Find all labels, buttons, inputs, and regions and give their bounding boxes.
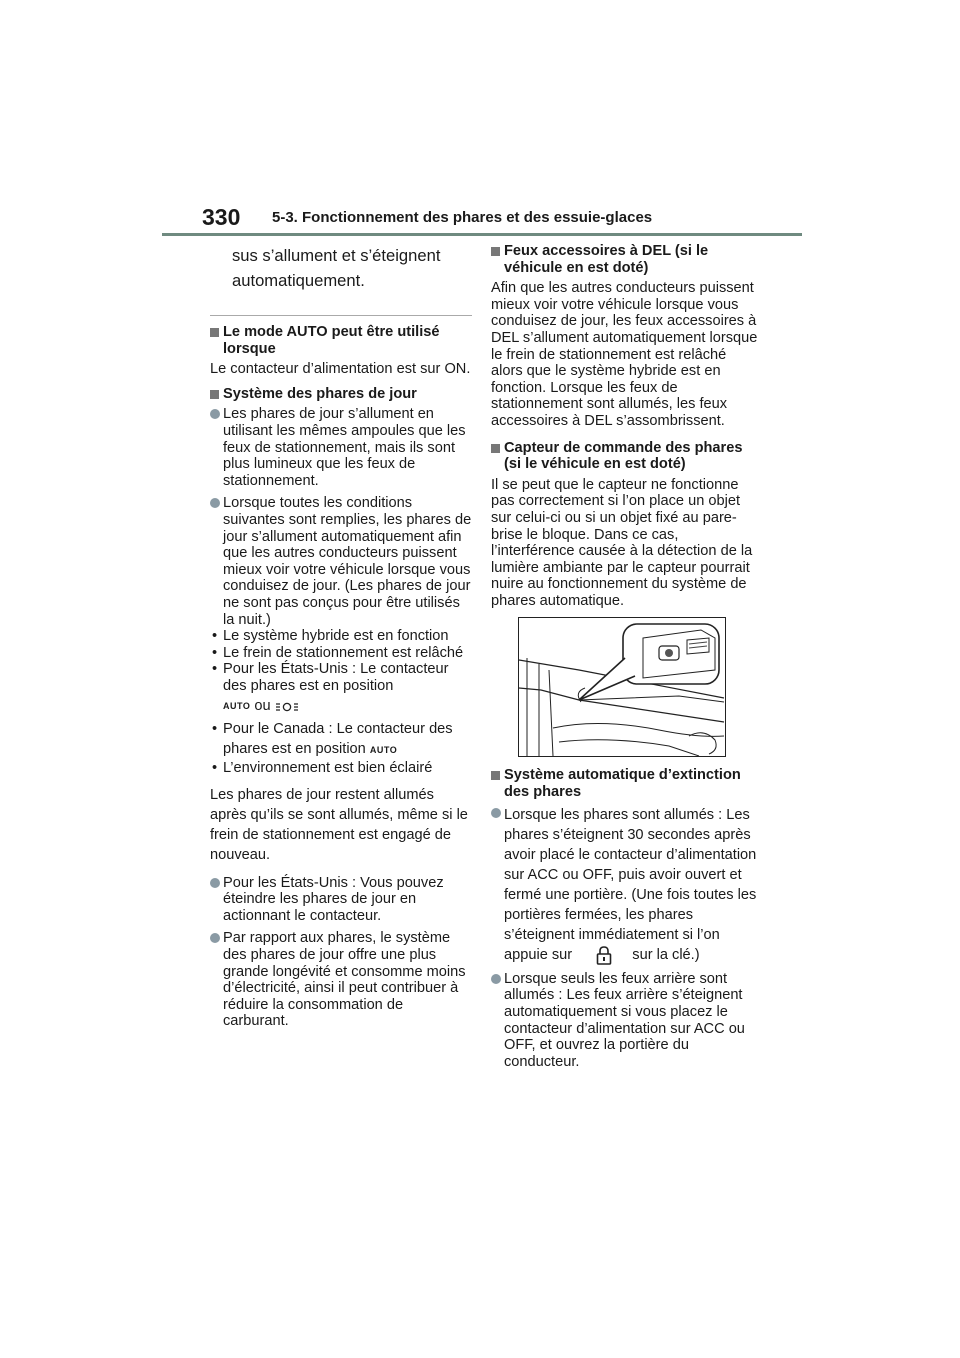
paragraph-auto-mode: Le contacteur d’alimentation est sur ON.: [210, 361, 471, 378]
dashboard-sensor-drawing: [519, 618, 725, 756]
switch-position-icons: [210, 698, 472, 715]
chapter-title: 5-3. Fonctionnement des phares et des essuie-glaces: [272, 209, 653, 226]
bullet-drl-bulbs: Les phares de jour s’allument en utilisant les mêmes ampoules que les feux de stationnement, mais ils sont plus lumineux que les feux de stationnement.: [210, 406, 472, 489]
paragraph-led-accessory: Afin que les autres conducteurs puissent mieux voir votre véhicule lorsque vous conduisez de jour, les feux accessoires à DEL s’allument automatiquement lorsque le frein de stationnement est relâché alors que le système hybride est en fonction. Lorsque les feux de stationnement sont allumés, les feux accessoires à DEL s’assombrissent.: [491, 280, 758, 429]
bullet-drl-conditions: Lorsque toutes les conditions suivantes sont remplies, les phares de jour s’allument automatiquement afin que les autres conducteurs puissent mieux voir votre véhicule lorsque vous conduisez de jour. (Les phares de jour ne sont pas conçus pour être utilisés la nuit.): [210, 495, 472, 628]
condition-daylight: • L’environnement est bien éclairé: [210, 760, 472, 777]
heading-auto-off: Système automatique d’extinction des phares: [491, 767, 759, 800]
condition-parking-brake: • Le frein de stationnement est relâché: [210, 645, 472, 662]
condition-canada-switch: [210, 719, 472, 760]
left-column: [210, 243, 472, 1036]
drl-lamp-icon: [275, 701, 299, 713]
paragraph-light-sensor: Il se peut que le capteur ne fonctionne pas correctement si l’on place un objet sur celui-ci ou si un objet fixé au pare-brise le bloque. Dans ce cas, l’interférence causée à la détection de la lumière ambiante par le capteur pourrait nuire au fonctionnement du système de phares automatique.: [491, 476, 753, 609]
header-rule: [162, 233, 802, 236]
bullet-headlights-on-text: Lorsque les phares sont allumés : Les phares s’éteignent 30 secondes après avoir placé le contacteur d’alimentation sur ACC ou OFF, puis avoir ouvert et fermé une portière. (Une fois toutes les portières fermées, les phares s’éteignent immédiatement si l’on: [504, 806, 757, 943]
intro-text: sus s’allument et s’éteignent automatiquement.: [232, 246, 441, 290]
bullet-drl-efficiency: Par rapport aux phares, le système des phares de jour offre une plus grande longévité et consomme moins d’électricité, ainsi il peut contribuer à réduire la consommation de carburant.: [210, 930, 472, 1030]
heading-auto-mode: Le mode AUTO peut être utilisé lorsque: [210, 324, 472, 357]
right-column: [491, 243, 759, 1076]
auto-icon: AUTO: [223, 701, 251, 712]
bullet-drl-usa-off: Pour les États-Unis : Vous pouvez éteindre les phares de jour en actionnant le contacteur.: [210, 875, 472, 925]
heading-light-sensor: Capteur de commande des phares (si le véhicule en est doté): [491, 440, 759, 473]
paragraph-drl-stay-on: Les phares de jour restent allumés après qu’ils se sont allumés, même si le frein de stationnement est engagé de nouveau.: [210, 786, 468, 863]
page-number: 330: [202, 204, 241, 230]
condition-canada-text: Pour le Canada : Le contacteur des phares est en position: [223, 721, 453, 758]
section-divider: [210, 315, 472, 316]
or-text: ou: [254, 698, 271, 715]
bullet-headlights-on-post: sur la clé.): [632, 946, 700, 963]
condition-usa-switch: • Pour les États-Unis : Le contacteur des phares est en position: [210, 661, 472, 694]
condition-hybrid: • Le système hybride est en fonction: [210, 628, 472, 645]
bullet-taillights-on: Lorsque seuls les feux arrière sont allumés : Les feux arrière s’éteignent automatiquement si vous placez le contacteur d’alimentation sur ACC ou OFF, et ouvrez la portière du conducteur.: [491, 971, 759, 1071]
heading-drl-system: Système des phares de jour: [210, 386, 472, 403]
bullet-headlights-on: [491, 805, 759, 965]
lock-icon: [594, 945, 614, 965]
sensor-location-illustration: [518, 617, 726, 757]
auto-icon: AUTO: [369, 745, 398, 756]
heading-led-accessory: Feux accessoires à DEL (si le véhicule en est doté): [491, 243, 759, 276]
bullet-headlights-on-pre: appuie sur: [504, 946, 573, 963]
